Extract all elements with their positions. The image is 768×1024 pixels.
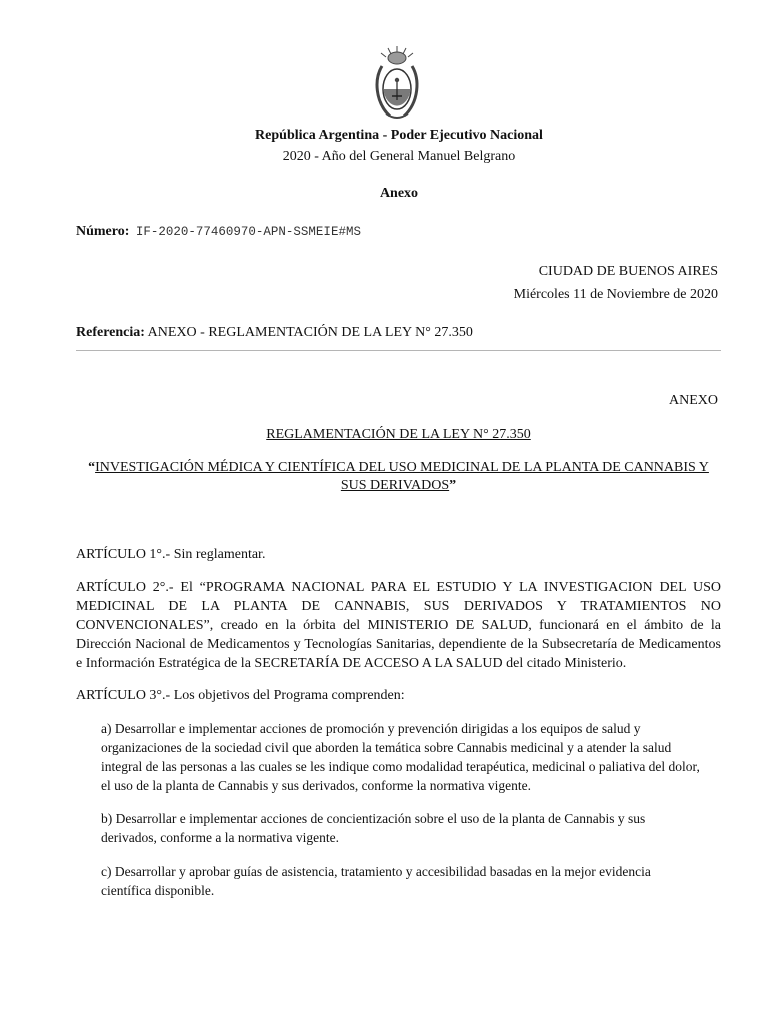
open-quote: “: [88, 460, 96, 475]
referencia-value: ANEXO - REGLAMENTACIÓN DE LA LEY N° 27.350: [147, 325, 473, 340]
objective-c: c) Desarrollar y aprobar guías de asistencia, tratamiento y accesibilidad basadas en la mejor evidencia científica disponible.: [101, 864, 651, 898]
argentina-coat-of-arms-icon: [372, 44, 422, 124]
article-3: ARTÍCULO 3°.- Los objetivos del Programa comprenden:: [76, 688, 405, 703]
referencia-label: Referencia:: [76, 325, 145, 340]
article-1: ARTÍCULO 1°.- Sin reglamentar.: [76, 547, 266, 562]
document-type: Anexo: [379, 186, 419, 201]
referencia-line: [76, 324, 473, 342]
divider: [76, 350, 721, 351]
year-motto: 2020 - Año del General Manuel Belgrano: [282, 149, 516, 164]
law-title: [76, 459, 721, 495]
issuer-title: República Argentina - Poder Ejecutivo Nacional: [255, 128, 543, 143]
article-2: ARTÍCULO 2°.- El “PROGRAMA NACIONAL PARA EL ESTUDIO Y LA INVESTIGACION DEL USO MEDICINAL DE LA PLANTA DE CANNABIS, SUS DERIVADOS Y TRATAMIENTOS NO CONVENCIONALES”, creado en la órbita del MINISTERIO DE SALUD, funcionará en el ámbito de la Dirección Nacional de Medicamentos y Tecnologías Sanitarias, dependiente de la Subsecretaría de Medicamentos e Información Estratégica de la SECRETARÍA DE ACCESO A LA SALUD del citado Ministerio.: [76, 580, 721, 671]
law-title-text: INVESTIGACIÓN MÉDICA Y CIENTÍFICA DEL USO MEDICINAL DE LA PLANTA DE CANNABIS Y SUS DERIVADOS: [95, 460, 709, 493]
numero-line: [76, 223, 361, 241]
anexo-label: ANEXO: [669, 393, 718, 408]
date: Miércoles 11 de Noviembre de 2020: [513, 287, 718, 302]
objective-b: b) Desarrollar e implementar acciones de concientización sobre el uso de la planta de Cannabis y sus derivados, conforme a la normativa vigente.: [101, 811, 646, 845]
numero-value: IF-2020-77460970-APN-SSMEIE#MS: [135, 225, 361, 239]
objective-a: a) Desarrollar e implementar acciones de promoción y prevención dirigidas a los equipos de salud y organizaciones de la sociedad civil que aborden la temática sobre Cannabis medicinal y a atender la salud integral de las personas a las cuales se les indique como modalidad terapéutica, medicinal o paliativa del dolor, el uso de la planta de Cannabis y sus derivados, conforme la normativa vigente.: [101, 721, 700, 793]
city: CIUDAD DE BUENOS AIRES: [538, 264, 718, 279]
close-quote: ”: [449, 478, 457, 493]
regulation-title: REGLAMENTACIÓN DE LA LEY N° 27.350: [266, 427, 531, 442]
numero-label: Número:: [76, 224, 130, 239]
